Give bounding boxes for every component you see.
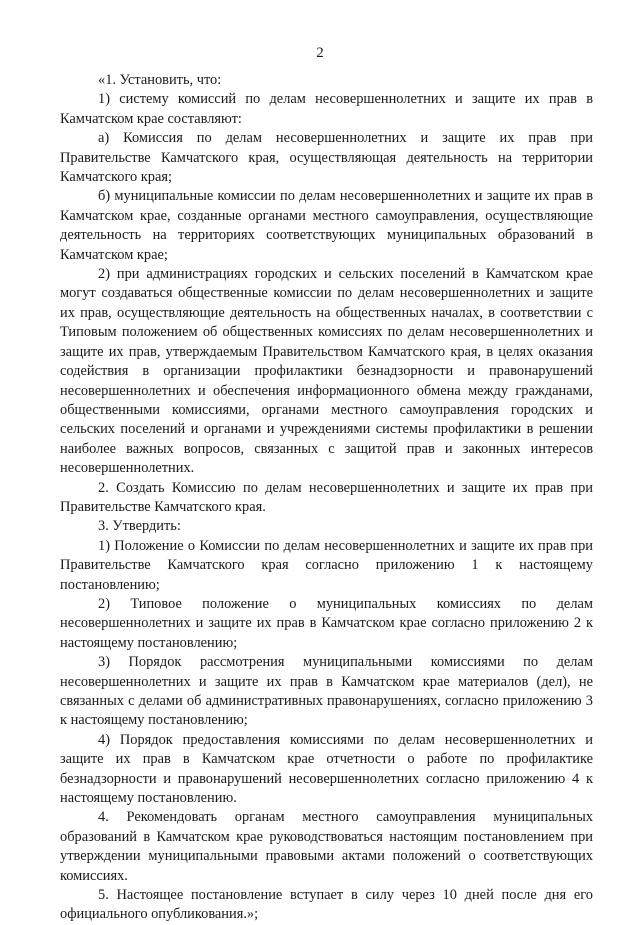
page-number: 2 <box>316 45 324 61</box>
paragraph-3: 3. Утвердить: <box>98 518 181 535</box>
document-body <box>60 71 593 925</box>
paragraph-intro: «1. Установить, что: <box>98 72 222 88</box>
paragraph-3-4: 4) Порядок предоставления комиссиями по делам несовершеннолетних и защите их прав в Камчатском крае отчетности о работе по профилактике безнадзорности и правонарушений несовершеннолетних согласно приложению 4 к настоящему постановлению. <box>60 731 593 807</box>
paragraph-1-1-a: а) Комиссия по делам несовершеннолетних и защите их прав при Правительстве Камчатского края, осуществляющая деятельность на территории Камчатского края; <box>60 130 593 186</box>
paragraph-3-1: 1) Положение о Комиссии по делам несовершеннолетних и защите их прав при Правительстве Камчатского края согласно приложению 1 к настоящему постановлению; <box>60 537 593 593</box>
paragraph-3-2: 2) Типовое положение о муниципальных комиссиях по делам несовершеннолетних и защите их прав в Камчатском крае согласно приложению 2 к настоящему постановлению; <box>60 595 593 651</box>
paragraph-4: 4. Рекомендовать органам местного самоуправления муниципальных образований в Камчатском крае руководствоваться настоящим постановлением при утверждении муниципальными правовыми актами положений о соответствующих комиссиях. <box>60 809 593 884</box>
paragraph-5: 5. Настоящее постановление вступает в силу через 10 дней после дня его официального опубликования.»; <box>60 887 593 923</box>
paragraph-1-1: 1) систему комиссий по делам несовершеннолетних и защите их прав в Камчатском крае составляют: <box>60 91 593 127</box>
paragraph-1-1-b: б) муниципальные комиссии по делам несовершеннолетних и защите их прав в Камчатском крае, созданные органами местного самоуправления, осуществляющие деятельность на территориях соответствующих муниципальных образований в Камчатском крае; <box>60 188 593 263</box>
paragraph-3-3: 3) Порядок рассмотрения муниципальными комиссиями по делам несовершеннолетних и защите их прав в Камчатском крае материалов (дел), не связанных с делами об административных правонарушениях, согласно приложению 3 к настоящему постановлению; <box>60 654 593 729</box>
paragraph-2: 2. Создать Комиссию по делам несовершеннолетних и защите их прав при Правительстве Камчатского края. <box>60 479 593 515</box>
paragraph-1-2: 2) при администрациях городских и сельских поселений в Камчатском крае могут создаваться общественные комиссии по делам несовершеннолетних и защите их прав, осуществляющие деятельность на общественных началах, в соответствии с Типовым положением об общественных комиссиях по делам несовершеннолетних и защите их прав, утверждаемым Правительством Камчатского края, в целях оказания содействия в организации профилактики безнадзорности и правонарушений несовершеннолетних и обеспечения информационного обмена между гражданами, общественными комиссиями, органами местного самоуправления городских и сельских поселений и органами и учреждениями системы профилактики в решении наиболее важных вопросов, связанных с защитой прав и законных интересов несовершеннолетних. <box>60 266 593 477</box>
